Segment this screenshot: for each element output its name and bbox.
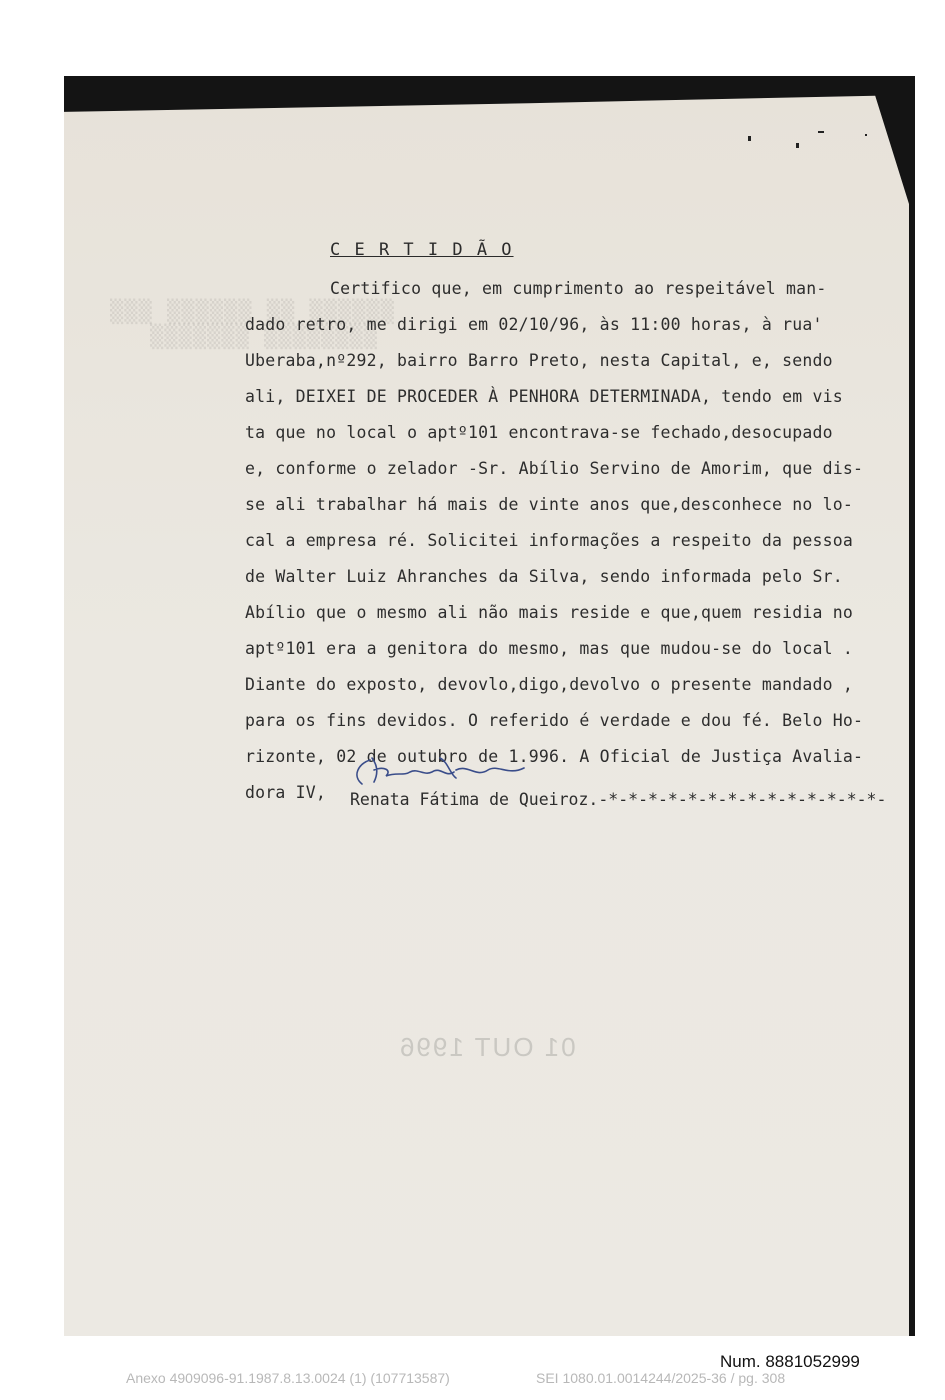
document-number: Num. 8881052999 bbox=[720, 1352, 860, 1371]
body-line: Uberaba,nº292, bairro Barro Preto, nesta Capital, e, sendo bbox=[245, 351, 833, 370]
body-line: de Walter Luiz Ahranches da Silva, sendo informada pelo Sr. bbox=[245, 567, 843, 586]
signatory-name: Renata Fátima de Queiroz.-*-*-*-*-*-*-*-*-*-*-*-*-*-*- bbox=[350, 790, 887, 809]
body-line: cal a empresa ré. Solicitei informações a respeito da pessoa bbox=[245, 531, 854, 550]
body-line: se ali trabalhar há mais de vinte anos que,desconhece no lo- bbox=[245, 495, 854, 514]
footer-attachment-ref: Anexo 4909096-91.1987.8.13.0024 (1) (107713587) bbox=[126, 1370, 450, 1386]
scan-speck bbox=[865, 134, 867, 136]
scan-speck bbox=[748, 136, 751, 141]
body-line: para os fins devidos. O referido é verdade e dou fé. Belo Ho- bbox=[245, 711, 864, 730]
body-line: dado retro, me dirigi em 02/10/96, às 11:00 horas, à rua' bbox=[245, 315, 823, 334]
body-line: Certifico que, em cumprimento ao respeitável man- bbox=[330, 279, 827, 298]
body-line: Diante do exposto, devovlo,digo,devolvo o presente mandado , bbox=[245, 675, 854, 694]
date-stamp: 01 OUT 1996 bbox=[398, 1032, 576, 1062]
body-line: ta que no local o aptº101 encontrava-se fechado,desocupado bbox=[245, 423, 833, 442]
body-line: Abílio que o mesmo ali não mais reside e que,quem residia no bbox=[245, 603, 854, 622]
document-title: C E R T I D Ã O bbox=[330, 240, 514, 260]
body-line: e, conforme o zelador -Sr. Abílio Servino de Amorim, que dis- bbox=[245, 459, 864, 478]
body-line: dora IV, bbox=[245, 783, 327, 802]
body-line: ali, DEIXEI DE PROCEDER À PENHORA DETERMINADA, tendo em vis bbox=[245, 387, 843, 406]
footer-process-ref: SEI 1080.01.0014244/2025-36 / pg. 308 bbox=[536, 1370, 786, 1386]
body-line: aptº101 era a genitora do mesmo, mas que mudou-se do local . bbox=[245, 639, 854, 658]
scan-speck bbox=[796, 143, 799, 148]
bleed-through-text: ▒▒▒ ▒▒▒▒▒▒ ▒▒ ▒▒▒▒▒▒ bbox=[110, 300, 395, 325]
scan-speck bbox=[818, 131, 824, 133]
body-line: rizonte, 02 de outubro de 1.996. A Oficial de Justiça Avalia- bbox=[245, 747, 864, 766]
bleed-through-text: ▒▒▒▒▒▒▒ ▒▒▒▒▒▒▒▒ bbox=[150, 325, 378, 350]
